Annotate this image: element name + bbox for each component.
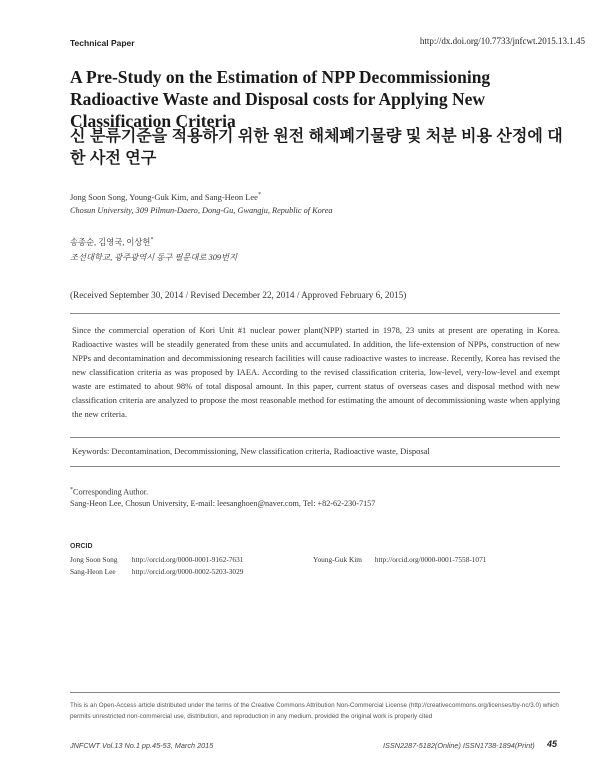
keywords-top-rule: [70, 437, 560, 438]
orcid-name: Sang-Heon Lee: [70, 567, 116, 576]
keywords-bottom-rule: [70, 466, 560, 467]
corresponding-mark: *: [257, 192, 261, 199]
abstract-text: Since the commercial operation of Kori Unit #1 nuclear power plant(NPP) started in 1978, 23 units at present are operating in Korea. Radioactive wastes will be steadily generated from these units and accumulated. In addition, the life-extension of NPPs, construction of new NPPs and decontamination and decommissioning research facilities will cause radioactive wastes to increase. Recently, Korea has revised the new classification criteria as was proposed by IAEA. According to the revised classification criteria, low-level, very-low-level and exempt waste are estimated to about 98% of total disposal amount. In this paper, current status of overseas cases and disposal method with new classification criteria are analyzed to propose the most reasonable method for estimating the amount of decommissioning waste when applying the new criteria.: [72, 325, 560, 419]
journal-citation: JNFCWT Vol.13 No.1 pp.45-53, March 2015: [70, 741, 214, 750]
abstract-top-rule: [70, 313, 560, 314]
keywords-line: Keywords: Decontamination, Decommissioning, New classification criteria, Radioactive waste, Disposal: [72, 446, 430, 456]
section-label: Technical Paper: [70, 38, 135, 48]
orcid-link[interactable]: http://orcid.org/0000-0002-5203-3029: [131, 567, 244, 576]
license-notice: This is an Open-Access article distributed under the terms of the Creative Commons Attribution Non-Commercial License (http://creativecommons.org/licenses/by-nc/3.0) which permits unrestricted non-commercial use, distribution, and reproduction in any medium, provided the original work is properly cited: [70, 702, 559, 720]
corresponding-author-contact: Sang-Heon Lee, Chosun University, E-mail: leesanghoen@naver.com, Tel: +82-62-230-7157: [70, 499, 376, 508]
author-names: Jong Soon Song, Young-Guk Kim, and Sang-Heon Lee: [70, 192, 258, 202]
page-number: 45: [547, 739, 558, 749]
corresponding-mark-korean: *: [150, 237, 154, 244]
orcid-link[interactable]: http://orcid.org/0000-0001-7558-1071: [374, 555, 487, 564]
paper-title-english: A Pre-Study on the Estimation of NPP Decommissioning Radioactive Waste and Disposal costs for Applying New Classification Criteria: [70, 67, 491, 131]
orcid-entry: [70, 555, 243, 564]
doi-link[interactable]: http://dx.doi.org/10.7733/jnfcwt.2015.13.1.45: [419, 36, 585, 46]
corresponding-author-heading: Corresponding Author.: [73, 487, 149, 497]
orcid-entry: [313, 555, 486, 564]
paper-title-korean: 신 분류기준을 적용하기 위한 원전 해체폐기물량 및 처분 비용 산정에 대한 사전 연구: [70, 128, 563, 167]
orcid-name: Young-Guk Kim: [313, 555, 362, 564]
license-top-rule: [70, 692, 560, 693]
orcid-heading: ORCID: [70, 543, 93, 550]
author-list-english: [70, 192, 261, 202]
orcid-link[interactable]: http://orcid.org/0000-0001-9162-7631: [131, 555, 244, 564]
orcid-entry: [70, 567, 243, 576]
corresponding-author-label: [70, 487, 148, 497]
affiliation-english: Chosun University, 309 Pilmun-Daero, Dong-Gu, Gwangju, Republic of Korea: [70, 206, 333, 215]
received-dates: (Received September 30, 2014 / Revised December 22, 2014 / Approved February 6, 2015): [70, 290, 407, 300]
author-names-korean: 송종순, 김영국, 이상헌: [70, 238, 151, 247]
author-list-korean: [70, 236, 153, 248]
issn-info: ISSN2287-5182(Online) ISSN1738-1894(Print): [383, 741, 535, 750]
corresponding-author-mark: *: [70, 487, 73, 493]
orcid-name: Jong Soon Song: [70, 555, 118, 564]
affiliation-korean: 조선대학교, 광주광역시 동구 필문대로 309번지: [70, 253, 238, 262]
